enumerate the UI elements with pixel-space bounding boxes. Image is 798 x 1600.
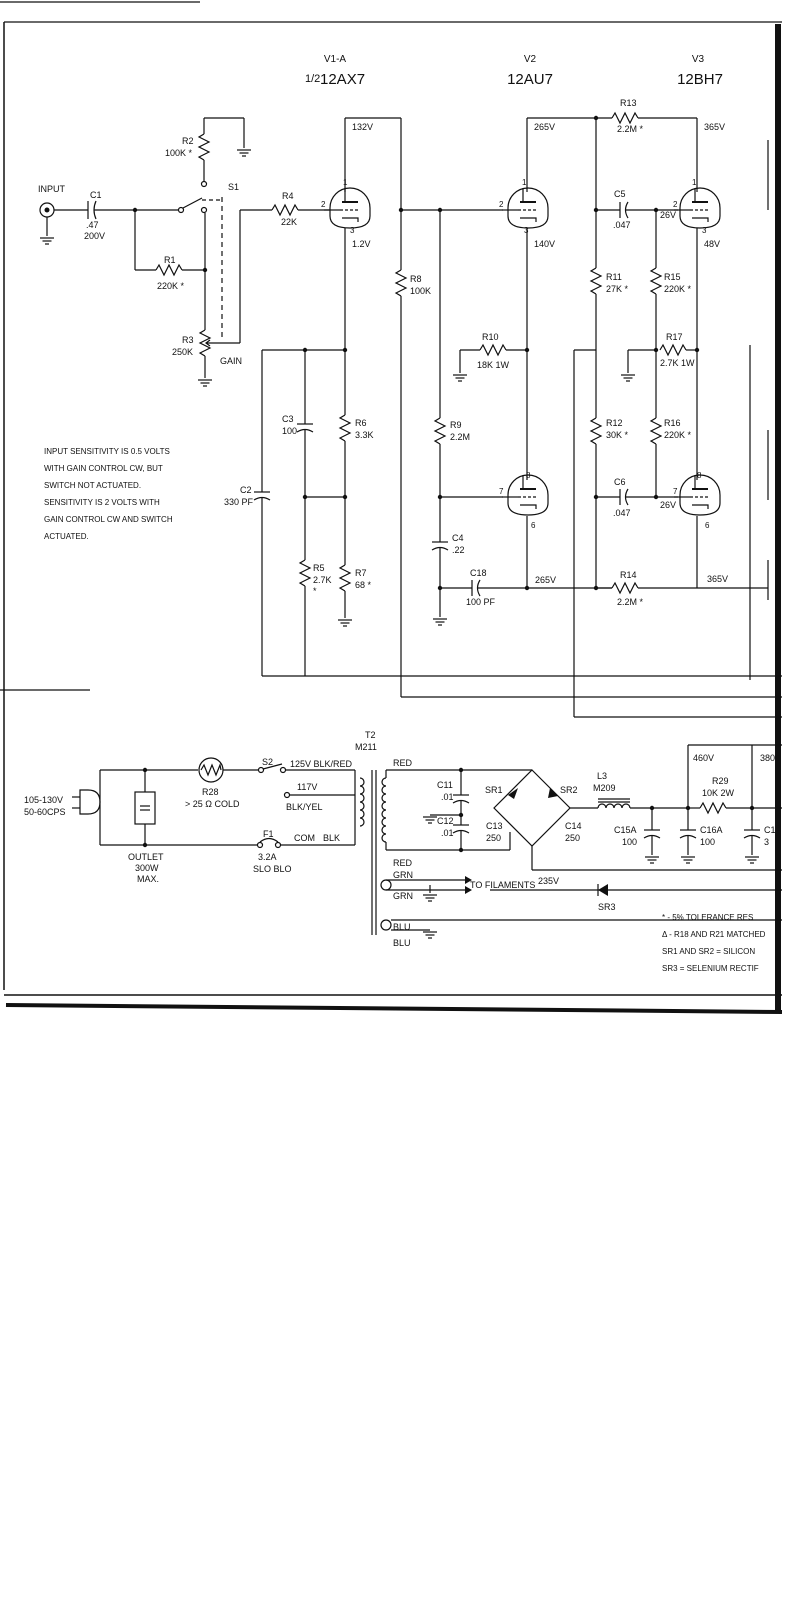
v2a-pin-1: 1	[522, 178, 527, 187]
c12-name: C12	[437, 816, 454, 826]
v3b-pin-7: 7	[673, 487, 678, 496]
v3b-pin-8: 8	[697, 471, 702, 480]
c4-name: C4	[452, 533, 464, 543]
tube-v2-a	[502, 188, 548, 228]
tube-envelopes	[324, 188, 720, 515]
r13-name: R13	[620, 98, 637, 108]
r9-value: 2.2M	[450, 432, 471, 442]
outlet-max: MAX.	[137, 874, 160, 884]
v3b-plate-voltage: 365V	[707, 574, 729, 584]
v3-grid-voltage: 26V	[660, 210, 677, 220]
r13-value: 2.2M *	[617, 124, 644, 134]
c11-name: C11	[437, 780, 453, 790]
v3b-grid-voltage: 26V	[660, 500, 677, 510]
b-plus-460-label: 460V	[693, 753, 715, 763]
v3a-pin-3: 3	[702, 226, 707, 235]
gain-label: GAIN	[220, 356, 243, 366]
v3a-pin-2: 2	[673, 200, 678, 209]
l3-part: M209	[593, 783, 616, 793]
sensitivity-note-line-3: SWITCH NOT ACTUATED.	[44, 481, 142, 490]
sr3-label: SR3	[598, 902, 616, 912]
v1-pin-2: 2	[321, 200, 326, 209]
tube-v1-name: V1-A	[323, 54, 347, 65]
filaments-label: TO FILAMENTS	[470, 880, 536, 890]
v2a-pin-2: 2	[499, 200, 504, 209]
c11-value: .01	[441, 792, 454, 802]
tube-v3-a	[674, 188, 720, 228]
r16-name: R16	[664, 418, 681, 428]
tube-v3-b	[674, 475, 720, 515]
outlet-power: 300W	[135, 863, 159, 873]
tube-v1-type: 12AX7	[320, 71, 366, 88]
r6-value: 3.3K	[355, 430, 374, 440]
tap-blk-label: BLK	[323, 833, 341, 843]
c1-value: .47	[86, 220, 99, 230]
c16a-value: 100	[700, 837, 716, 847]
r14-value: 2.2M *	[617, 597, 644, 607]
v1-pin-3: 3	[350, 226, 355, 235]
c1x-value: 3	[764, 837, 770, 847]
legend-line-3: SR1 AND SR2 = SILICON	[662, 947, 756, 956]
r17-name: R17	[666, 332, 683, 342]
v3a-pin-1: 1	[692, 178, 697, 187]
tube-v3-type: 12BH7	[677, 71, 723, 88]
sensitivity-note-line-5: GAIN CONTROL CW AND SWITCH	[44, 515, 173, 524]
c12-value: .01	[441, 828, 454, 838]
sec-grn-1: GRN	[393, 870, 413, 880]
sensitivity-note-line-1: INPUT SENSITIVITY IS 0.5 VOLTS	[44, 447, 170, 456]
r1-name: R1	[164, 255, 176, 265]
r17-value: 2.7K 1W	[660, 358, 695, 368]
r5-tolerance: *	[313, 586, 317, 596]
c1-name: C1	[90, 190, 102, 200]
c6-name: C6	[614, 477, 626, 487]
v3-plate-voltage: 365V	[704, 122, 726, 132]
r14-name: R14	[620, 570, 637, 580]
mains-voltage: 105-130V	[24, 795, 64, 805]
v2a-pin-3: 3	[524, 226, 529, 235]
sec-red-1: RED	[393, 758, 413, 768]
sensitivity-note-line-4: SENSITIVITY IS 2 VOLTS WITH	[44, 498, 160, 507]
v2b-pin-7: 7	[499, 487, 504, 496]
r5-name: R5	[313, 563, 325, 573]
v1-pin-1: 1	[343, 178, 348, 187]
r1-value: 220K *	[157, 281, 185, 291]
c4-value: .22	[452, 545, 465, 555]
v1-plate-voltage: 132V	[352, 122, 374, 132]
r16-value: 220K *	[664, 430, 692, 440]
sensitivity-note-line-6: ACTUATED.	[44, 532, 89, 541]
c5-value: .047	[613, 220, 631, 230]
r11-name: R11	[606, 272, 622, 282]
r12-value: 30K *	[606, 430, 629, 440]
c2-value: 330 PF	[224, 497, 254, 507]
l3-name: L3	[597, 771, 608, 781]
f1-name: F1	[263, 829, 274, 839]
tube-v2-type: 12AU7	[507, 71, 553, 88]
r5-value: 2.7K	[313, 575, 332, 585]
v3b-pin-6: 6	[705, 521, 710, 530]
v1-cathode-voltage: 1.2V	[352, 239, 371, 249]
sr1-label: SR1	[485, 785, 503, 795]
r10-name: R10	[482, 332, 499, 342]
r4-value: 22K	[281, 217, 298, 227]
c18-value: 100 PF	[466, 597, 496, 607]
sec-red-2: RED	[393, 858, 413, 868]
c3-value: 100	[282, 426, 298, 436]
sr2-label: SR2	[560, 785, 578, 795]
r2-value: 100K *	[165, 148, 193, 158]
s2-label: S2	[262, 757, 274, 767]
r3-value: 250K	[172, 347, 194, 357]
r29-value: 10K 2W	[702, 788, 735, 798]
r10-value: 18K 1W	[477, 360, 510, 370]
c13-value: 250	[486, 833, 502, 843]
r15-value: 220K *	[664, 284, 692, 294]
c1x-name: C1	[764, 825, 776, 835]
input-label: INPUT	[38, 184, 65, 194]
r8-value: 100K	[410, 286, 432, 296]
tap-com-label: COM	[294, 833, 315, 843]
r6-name: R6	[355, 418, 367, 428]
c15a-value: 100	[622, 837, 638, 847]
c14-name: C14	[565, 821, 582, 831]
r7-name: R7	[355, 568, 367, 578]
sec-grn-2: GRN	[393, 891, 413, 901]
c15a-name: C15A	[614, 825, 637, 835]
c16a-name: C16A	[700, 825, 723, 835]
power-supply-wiring	[72, 745, 782, 938]
r12-name: R12	[606, 418, 623, 428]
c5-name: C5	[614, 189, 626, 199]
s1-label: S1	[228, 182, 240, 192]
r29-name: R29	[712, 776, 729, 786]
outlet-label: OUTLET	[128, 852, 164, 862]
tap-117v-label: 117V	[297, 782, 318, 792]
tube-v1-prefix: 1/2	[305, 73, 321, 85]
r28-name: R28	[202, 787, 219, 797]
r7-value: 68 *	[355, 580, 372, 590]
c1-voltage: 200V	[84, 231, 106, 241]
tube-v3-name: V3	[691, 54, 705, 65]
component-labels	[24, 98, 776, 973]
v2b-pin-8: 8	[526, 471, 531, 480]
c13-name: C13	[486, 821, 503, 831]
r28-value: > 25 Ω COLD	[185, 799, 240, 809]
r3-name: R3	[182, 335, 194, 345]
tube-v2-b	[502, 475, 548, 515]
r2-name: R2	[182, 136, 194, 146]
sec-blu-2: BLU	[393, 938, 411, 948]
f1-type: SLO BLO	[253, 864, 292, 874]
r11-value: 27K *	[606, 284, 629, 294]
r8-name: R8	[410, 274, 422, 284]
f1-value: 3.2A	[258, 852, 277, 862]
c3-name: C3	[282, 414, 294, 424]
legend-line-4: SR3 = SELENIUM RECTIF	[662, 964, 759, 973]
tube-v2-name: V2	[523, 54, 537, 65]
sensitivity-note-line-2: WITH GAIN CONTROL CW, BUT	[44, 464, 163, 473]
tube-v1-a	[324, 188, 370, 228]
r9-name: R9	[450, 420, 462, 430]
tap-125v-label: 125V BLK/RED	[290, 759, 353, 769]
v2-plate-voltage: 265V	[534, 122, 556, 132]
v3-cathode-voltage: 48V	[704, 239, 721, 249]
c2-name: C2	[240, 485, 252, 495]
v2b-plate-voltage: 265V	[535, 575, 557, 585]
v2-cathode-voltage: 140V	[534, 239, 556, 249]
c6-value: .047	[613, 508, 631, 518]
amplifier-wiring	[40, 113, 782, 717]
sec-blu-1: BLU	[393, 922, 411, 932]
t2-part: M211	[355, 742, 377, 752]
tap-117v-color: BLK/YEL	[286, 802, 323, 812]
c14-value: 250	[565, 833, 581, 843]
mains-frequency: 50-60CPS	[24, 807, 66, 817]
tube-headers	[305, 54, 723, 88]
legend-line-1: * - 5% TOLERANCE RES	[662, 913, 754, 922]
v2b-pin-6: 6	[531, 521, 536, 530]
bias-voltage-label: 235V	[538, 876, 560, 886]
t2-name: T2	[365, 730, 376, 740]
c18-name: C18	[470, 568, 487, 578]
legend-line-2: Δ - R18 AND R21 MATCHED	[662, 930, 766, 939]
b-plus-380-label: 380	[760, 753, 776, 763]
r4-name: R4	[282, 191, 294, 201]
r15-name: R15	[664, 272, 681, 282]
